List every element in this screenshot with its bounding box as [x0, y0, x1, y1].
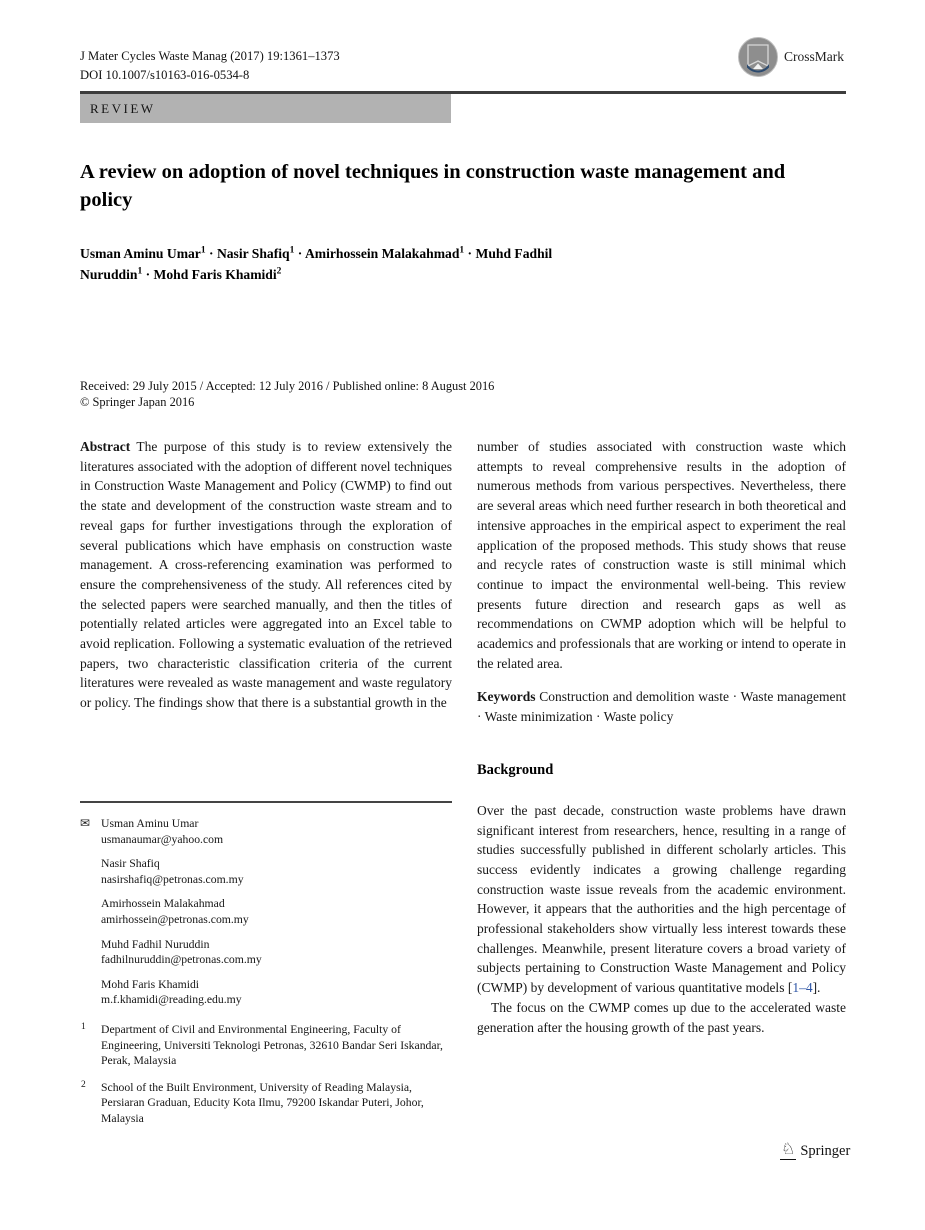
correspondent-name: Nasir Shafiq [101, 857, 160, 871]
author-name: Mohd Faris Khamidi [153, 267, 277, 282]
keywords: Keywords Construction and demolition waste · Waste management · Waste minimization · Waste policy [477, 689, 847, 725]
correspondent-email[interactable]: nasirshafiq@petronas.com.my [101, 872, 244, 886]
copyright-line: © Springer Japan 2016 [80, 395, 195, 409]
background-paragraph-2: The focus on the CWMP comes up due to the accelerated waste generation after the housing growth of the past years. [477, 999, 846, 1035]
correspondent-name: Mohd Faris Khamidi [101, 977, 200, 991]
correspondence-list [80, 816, 452, 1008]
affiliation-mark: 1 [459, 245, 465, 256]
correspondent-email[interactable]: m.f.khamidi@reading.edu.my [101, 993, 242, 1007]
correspondent-name: Amirhossein Malakahmad [101, 897, 225, 911]
affiliation-mark: 1 [289, 245, 295, 256]
affiliation-mark: 2 [81, 1079, 86, 1090]
springer-knight-icon: ♘ [781, 1141, 796, 1158]
affiliation-text: Department of Civil and Environmental Engineering, Faculty of Engineering, Universiti Teknologi Petronas, 32610 Bandar Seri Iskandar, Perak, Malaysia [101, 1022, 443, 1068]
affiliation-list [80, 1022, 452, 1127]
affiliation-text: School of the Built Environment, University of Reading Malaysia, Persiaran Graduan, Educity Kota Ilmu, 79200 Iskandar Puteri, Johor, Malaysia [101, 1080, 424, 1125]
citation-link[interactable]: 1–4 [792, 980, 813, 996]
affiliation-mark: 1 [81, 1021, 86, 1032]
background-paragraph-1: Over the past decade, construction waste problems have drawn significant interest from researchers, hence, resulting in a range of studies successfully published in different scholarly articles. This success evidently indicates a growing challenge regarding construction waste issue reveals from the academic environment. However, it appears that the authorities and the high percentage of professional stakeholders show virtually less interest towards these challenges. Meanwhile, present literature covers a broad variety of subjects pertaining to Construction Waste Management and Policy (CWMP) by development of various quantitative models [1–4]. [477, 802, 846, 996]
left-column [80, 437, 452, 713]
correspondent-name: Muhd Fadhil Nuruddin [101, 937, 210, 951]
article-type-banner: REVIEW [80, 94, 451, 123]
abstract-continued: number of studies associated with construction waste which attempts to reveal comprehensive results in the adoption of numerous methods from various perspectives. Nevertheless, there are several areas which need further research in both theoretical and intensive approaches in the empirical aspect to experiment the real application of the proposed methods. This study shows that reuse and recycle rates of construction waste is still minimal which continue to impact the environmental well-being. This review presents future direction and research gaps as well as recommendations on CWMP adoption which will be helpful to academics and professionals that are working or intend to operate in the related area. [477, 439, 846, 671]
envelope-icon: ✉ [80, 816, 91, 830]
abstract-label: Abstract [80, 439, 131, 454]
publication-history [80, 378, 494, 410]
publisher-logo [780, 1142, 850, 1160]
author-name: Nasir Shafiq [216, 246, 290, 261]
keywords-label: Keywords [477, 689, 536, 705]
correspondence-entry [80, 816, 452, 847]
footnotes-block [80, 801, 452, 1138]
correspondence-entry [80, 937, 452, 968]
correspondent-email[interactable]: amirhossein@petronas.com.my [101, 912, 249, 926]
correspondence-entry [80, 896, 452, 927]
affiliation-entry [80, 1080, 452, 1127]
author-list: Usman Aminu Umar$^1$ · Nasir Shafiq$^1$ · Amirhossein Malakahmad$^1$ · Muhd Fadhil Nuruddin$^1$ · Mohd Faris Khamidi$^2$ [80, 245, 553, 282]
right-column [477, 437, 846, 1037]
publisher-name: Springer [800, 1142, 851, 1159]
article-title: A review on adoption of novel techniques in construction waste management and policy [80, 161, 786, 211]
section-heading-background: Background [477, 761, 554, 778]
correspondence-entry [80, 856, 452, 887]
correspondent-email[interactable]: fadhilnuruddin@petronas.com.my [101, 953, 262, 967]
affiliation-mark: 1 [200, 245, 206, 256]
correspondent-email[interactable]: usmanaumar@yahoo.com [101, 832, 224, 846]
affiliation-mark: 2 [276, 266, 282, 277]
crossmark-label: CrossMark [784, 49, 844, 64]
masthead [80, 47, 340, 85]
crossmark-badge[interactable] [737, 36, 844, 78]
doi: DOI 10.1007/s10163-016-0534-8 [80, 68, 250, 82]
author-name: Muhd Fadhil Nuruddin [80, 246, 553, 282]
author-name: Amirhossein Malakahmad [304, 246, 460, 261]
received-line: Received: 29 July 2015 / Accepted: 12 July 2016 / Published online: 8 August 2016 [80, 379, 495, 393]
correspondent-name: Usman Aminu Umar [101, 817, 199, 830]
journal-citation: J Mater Cycles Waste Manag (2017) 19:1361–1373 [80, 49, 340, 63]
correspondence-entry [80, 977, 452, 1008]
affiliation-mark: 1 [137, 266, 143, 277]
crossmark-icon [737, 36, 779, 78]
abstract: Abstract The purpose of this study is to review extensively the literatures associated with the adoption of different novel techniques in Construction Waste Management and Policy (CWMP) to find out the state and development of the construction waste stream and to reveal gaps for further investigations through the exploration of several publications which have emphasis on construction waste management. A cross-referencing examination was performed to ensure the comprehensiveness of the study. All references cited by the selected papers were searched manually, and then the titles of potentially related articles were aggregated into an Excel table to avoid replication. Following a systematic evaluation of the retrieved papers, two characteristic classification criteria of the current literatures were revealed as waste management and waste regulatory or policy. The findings show that there is a substantial growth in the [80, 439, 452, 711]
affiliation-entry [80, 1022, 452, 1069]
author-name: Usman Aminu Umar [80, 246, 201, 261]
